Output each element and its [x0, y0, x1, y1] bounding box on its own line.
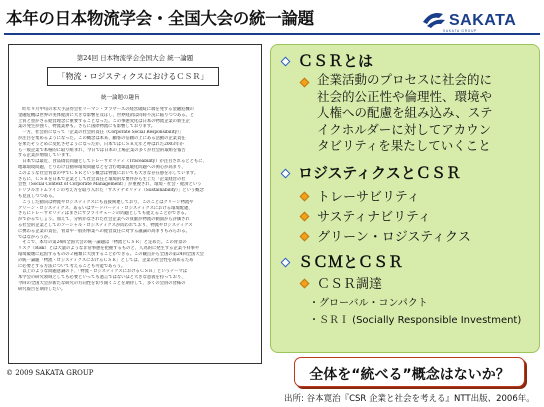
bullet-diamond-icon — [281, 169, 291, 179]
bullet-diamond-orange-icon — [300, 232, 310, 242]
document-line: ではなかろうか。 — [18, 234, 53, 240]
document-line: も見直しつつある。 — [18, 193, 57, 199]
bullet-diamond-icon — [281, 258, 291, 268]
document-paper-title: 「物流・ロジスティクスにおけるＣＳＲ」 — [47, 67, 219, 86]
document-line: さらに、ＣＳＲを日本で企業として社会責任と環境的な要件から生じた「企業経営の社 — [18, 176, 186, 182]
csr-definition-line: 社会的公正性や倫理性、環境や — [317, 88, 493, 104]
logistics-item-green-logistics: グリーン・ロジスティクス — [317, 230, 471, 245]
document-line: がでかるでしょう。加えて、分析がなされた社会企業への貢献が物流の側面から評価され — [18, 217, 190, 223]
csr-summary-panel — [270, 44, 540, 353]
csr-heading: ＣＳＲとは — [298, 52, 374, 70]
key-question-callout — [294, 357, 525, 387]
slide-title: 本年の日本物流学会・全国大会の統一論題 — [6, 9, 314, 28]
logistics-item-sustainability: サスティナビリティ — [317, 210, 431, 225]
sakata-logo — [421, 8, 541, 32]
document-line: そこで、本年の第24回全国大会の統一論題は「物流とＣＳＲ」と定めた。この背景の — [18, 240, 187, 246]
document-line: 以上のような問題意識の下、「物流・ロジスティクスにおけるＣＳＲ」というテーマは — [18, 269, 188, 275]
scm-csr-heading: ＳＣＭとＣＳＲ — [298, 253, 404, 271]
document-body — [18, 107, 254, 293]
logo-subtext: SAKATA GROUP — [443, 29, 478, 33]
scm-bullet-global-compact: ・グローバル・コンパクト — [309, 298, 428, 309]
csr-procurement-label: ＣＳＲ調達 — [317, 277, 383, 292]
document-line: が注目を集めるようになった。この概念は本来、顧客の信頼の上にある活動の企業責任 — [18, 135, 186, 141]
document-conference-header: 第24回 日本物流学会全国大会 統一論題 — [76, 54, 194, 62]
document-line: リスク（Risk）とは大量のような非常事態を把握するものと、人為的に発生する企業不祥事や — [18, 246, 200, 252]
document-line: 業の発生が強く、物流業界も、さらに国際物流にも影響しております。 — [18, 124, 156, 130]
document-line: する企業が増加しています。 — [18, 153, 74, 159]
document-line: を果たそうとめに変化させようになったが、日本ではＣＳＲ元年と呼ばれた2003年か — [18, 141, 184, 147]
document-section-heading: 統一論題の趣旨 — [101, 95, 140, 101]
title-divider — [4, 33, 540, 35]
document-line: 日本では最近、食品偽装問題としてトレーサビリティ（Traceability）が注目されるとともに、 — [18, 159, 207, 165]
document-line: このような社会背景の中でＣＳＲという概念は物流においても大きな存在感を示しています。 — [18, 170, 199, 176]
copyright-text: © 2009 SAKATA GROUP — [6, 369, 94, 377]
document-line: グリーン・ロジスティクス、あるいはサードパーティ・ロジスティクスにおける環境配慮、 — [18, 205, 193, 211]
logistics-csr-heading: ロジスティクスとＣＳＲ — [298, 164, 461, 182]
key-question-text: 全体を“統べる”概念はないか？ — [309, 367, 510, 383]
bullet-diamond-orange-icon — [300, 212, 310, 222]
document-line: ら一般企業で本格的に取り組まれ、今日では日本の上場企業の多くが社会的取組を報告 — [18, 147, 186, 153]
document-line: に携わる企業の責任、背景や一般的事業への経営責任に対する議論の高まりもみられる。 — [18, 228, 190, 234]
document-line: 会性（Social Context of Corporate Management）」が重視され、環境・社会・経済という — [18, 182, 202, 188]
document-line: トリプルボトムラインの考え方を取り入れた「サステナビリティ（Sustainability）」という概念 — [18, 188, 204, 194]
document-line: に必要とする方法について考えることも可能であろう。 — [18, 263, 126, 269]
csr-definition-line: 人権への配慮を組み込み、ステ — [317, 105, 493, 120]
csr-definition-line: タビリティを果たしていくこと — [317, 138, 491, 153]
bullet-diamond-orange-icon — [300, 78, 310, 88]
document-line: 昨年９月中旬の米大手証券会社リーマン・ブラザーズの経営破綻に端を発する金融危機の — [18, 107, 194, 112]
csr-definition — [317, 72, 493, 155]
csr-definition-line: イクホルダーに対してアカウン — [317, 121, 492, 137]
document-line: 本学会の研究領域としても必要といっても過言ではないほど大きな意義を持っており、 — [18, 275, 186, 281]
document-line: 環境破壊に起因するものの２種類に大別することができる。この観点から全国の第24回全国大会 — [18, 251, 204, 257]
document-line: 一方、社会的になって「企業の社会的責任（Corporate Social Responsibility）」 — [18, 130, 184, 136]
logistics-item-traceability: トレーサビリティ — [317, 190, 420, 205]
document-line: 上質と豊かさる経営理念に重要することなった。この事態変化は日本の物流企業の新生企 — [18, 118, 190, 124]
document-line: 金融危機は世界の実体経済に大きな影響を及ぼし、世界経済は同時不況に陥りつつある。と — [18, 112, 195, 118]
document-line: さらにトレーサビリティはまさにサプライチェーンの問題としても捉えることができる。 — [18, 211, 190, 217]
document-excerpt — [8, 44, 262, 364]
bullet-diamond-orange-icon — [300, 192, 310, 202]
document-line: の統一論題「物流・ロジスティクスにおけるＣＳＲ」としては、企業の社会性を高めるため — [18, 257, 194, 263]
document-line: る社会的企業としてのソーシャル・ロジスティクスが問われており、物流やロジスティクス — [18, 222, 193, 228]
document-line: 地球環境問題、とりわけ自動車環境問題などを含む地球温暖化問題への関心が高まり、 — [18, 164, 186, 170]
document-line: 今回の全国大会が新たな研究の方向性を切り開くことを期待して、多くの会員の皆様の — [18, 280, 186, 286]
scm-bullet-sri: ・ＳＲＩ (Socially Responsible Investment) — [309, 315, 522, 326]
source-citation: 出所: 谷本寛治『CSR 企業と社会を考える』NTT出版、2006年。 — [284, 394, 535, 404]
csr-definition-line: 企業活動のプロセスに社会的に — [317, 72, 493, 87]
bullet-diamond-orange-icon — [300, 279, 310, 289]
document-line: こうした動向は物流やロジスティクスにも直接関連しており、このことはグリーン物流や — [18, 199, 194, 205]
bullet-diamond-icon — [281, 57, 291, 67]
document-line: 研究報告を期待したい。 — [18, 286, 66, 292]
logo-wordmark: SAKATA — [449, 12, 517, 29]
